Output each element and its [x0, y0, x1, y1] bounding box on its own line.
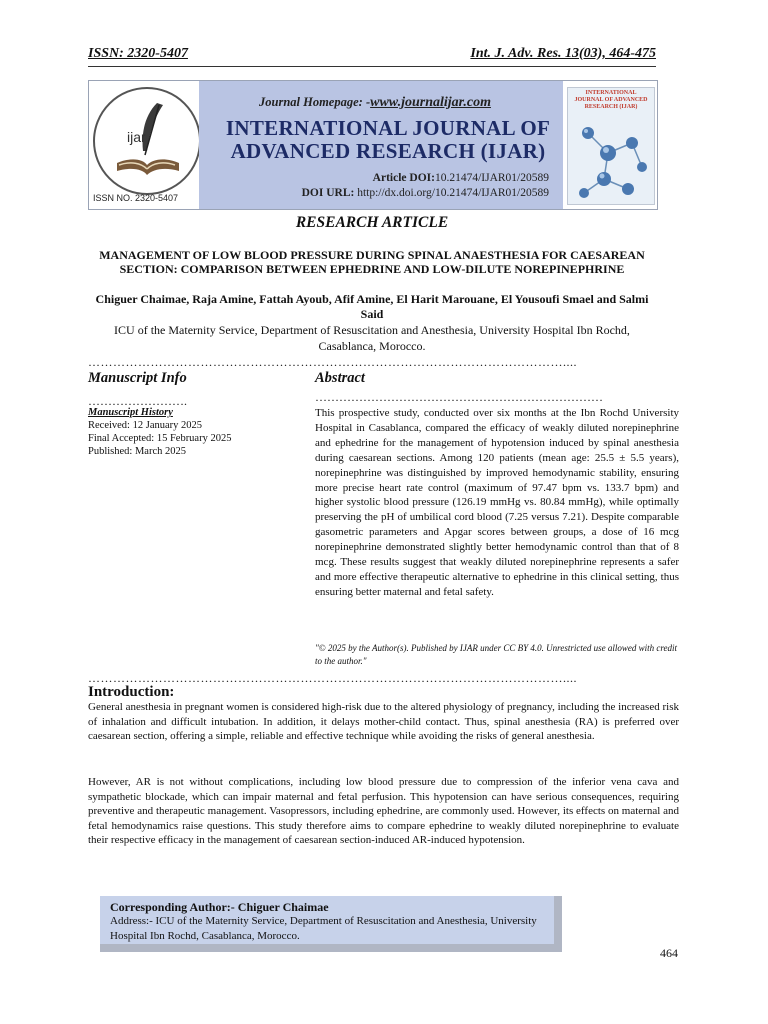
- corresponding-author-title: Corresponding Author:- Chiguer Chaimae: [110, 900, 329, 914]
- doi-url-label: DOI URL:: [301, 187, 355, 199]
- abstract-dots: ………………………………………………………………: [315, 390, 603, 404]
- separator-bottom: ……………………………………………………………………………………………………....: [88, 672, 577, 684]
- introduction-heading: Introduction:: [88, 684, 175, 700]
- journal-homepage: [259, 95, 491, 111]
- journal-title: [213, 117, 563, 163]
- accepted-date: Final Accepted: 15 February 2025: [88, 433, 232, 444]
- journal-banner: [88, 80, 658, 210]
- citation-header: Int. J. Adv. Res. 13(03), 464-475: [470, 46, 656, 61]
- quill-book-icon: [95, 89, 199, 193]
- manuscript-history: [88, 406, 298, 458]
- manuscript-info-heading: Manuscript Info: [88, 370, 187, 386]
- homepage-link[interactable]: www.journalijar.com: [370, 95, 491, 110]
- manuscript-dots: …………………….: [88, 394, 187, 408]
- journal-title-line2: ADVANCED RESEARCH (IJAR): [230, 139, 546, 163]
- received-date: Received: 12 January 2025: [88, 420, 203, 431]
- ijar-logo: [93, 87, 201, 195]
- corresponding-author-box: [100, 896, 562, 952]
- published-date: Published: March 2025: [88, 446, 186, 457]
- journal-cover: [567, 87, 655, 205]
- journal-title-line1: INTERNATIONAL JOURNAL OF: [225, 116, 551, 140]
- page-number: 464: [660, 946, 678, 960]
- history-label: Manuscript History: [88, 407, 173, 418]
- issn-header: ISSN: 2320-5407: [88, 46, 188, 61]
- doi-label: Article DOI:: [372, 172, 435, 184]
- logo-issn: ISSN NO. 2320-5407: [93, 193, 179, 203]
- banner-title-panel: [199, 81, 563, 209]
- affiliation: ICU of the Maternity Service, Department of Resuscitation and Anesthesia, University Hospital Ibn Rochd, Casablanca, Morocco.: [114, 323, 630, 353]
- cover-title: INTERNATIONAL JOURNAL OF ADVANCED RESEARCH (IJAR): [574, 90, 648, 110]
- article-title: MANAGEMENT OF LOW BLOOD PRESSURE DURING SPINAL ANAESTHESIA FOR CAESAREAN SECTION: COMPARISON BETWEEN EPHEDRINE AND LOW-DILUTE NOREPINEPHRINE: [99, 248, 645, 276]
- doi-url-link[interactable]: http://dx.doi.org/10.21474/IJAR01/20589: [357, 187, 549, 199]
- doi-block: [229, 171, 549, 201]
- intro-paragraph-2: However, AR is not without complications, including low blood pressure due to compression of the inferior vena cava and sympathetic blockade, which can impair maternal and fetal perfusion. This hypotension can have serious consequences, requiring preventive and therapeutic management. Vasopressors, including ephedrine, are commonly used. However, its effects on maternal and fetal hemodynamics raise questions. This study therefore aims to compare ephedrine to weakly diluted norepinephrine to evaluate their respective efficacy in the management of caesarean section-induced AR-induced hypotension.: [88, 776, 679, 847]
- molecule-icon: [568, 113, 654, 205]
- intro-paragraph-1: General anesthesia in pregnant women is considered high-risk due to the altered physiology of pregnancy, including the increased risk of inhalation and difficult intubation. In addition, it delays mother-child contact. Thus, spinal anesthesia (RA) is preferred over caesarean section, offering a simple, reliable and effective technique while avoiding the risks of general anesthesia.: [88, 701, 679, 743]
- logo-text: ijar: [127, 129, 146, 145]
- author-list: Chiguer Chaimae, Raja Amine, Fattah Ayoub, Afif Amine, El Harit Marouane, El Yousoufi Smael and Salmi Said: [95, 292, 649, 321]
- abstract-text: This prospective study, conducted over six months at the Ibn Rochd University Hospital in Casablanca, compared the efficacy of weakly diluted norepinephrine and ephedrine for the management of hypotension induced by spinal anesthesia during caesarean sections. Among 120 patients (mean age: 25.5 ± 5.5 years), norepinephrine was distinguished by improved hemodynamic stability, ensuring more precise heart rate control (maximum of 97.47 bpm vs. 133.7 bpm) and higher systolic blood pressure (126.19 mmHg vs. 80.84 mmHg), while optimally preserving the pH of umbilical cord blood (7.25 versus 7.21). Despite comparable gasometric parameters and Apgar scores between groups, a dose of 16 mcg norepinephrine demonstrated slightly better hemodynamic control than that of 8 mcg. These results suggest that weakly diluted norepinephrine represents a safer and more effective therapeutic alternative to ephedrine in this clinical setting, thus ensuring better maternal and fetal safety.: [315, 407, 679, 598]
- header-rule: [88, 66, 656, 67]
- license-note: "© 2025 by the Author(s). Published by IJAR under CC BY 4.0. Unrestricted use allowed with credit to the author.": [315, 643, 677, 666]
- doi-value: 10.21474/IJAR01/20589: [434, 172, 549, 184]
- corresponding-author-address: Address:- ICU of the Maternity Service, Department of Resuscitation and Anesthesia, University Hospital Ibn Rochd, Casablanca, Morocco.: [110, 915, 537, 942]
- abstract-heading: Abstract: [315, 370, 365, 386]
- separator-top: ……………………………………………………………………………………………………....: [88, 356, 577, 368]
- article-type: RESEARCH ARTICLE: [295, 214, 449, 231]
- homepage-label: Journal Homepage: -: [259, 95, 371, 109]
